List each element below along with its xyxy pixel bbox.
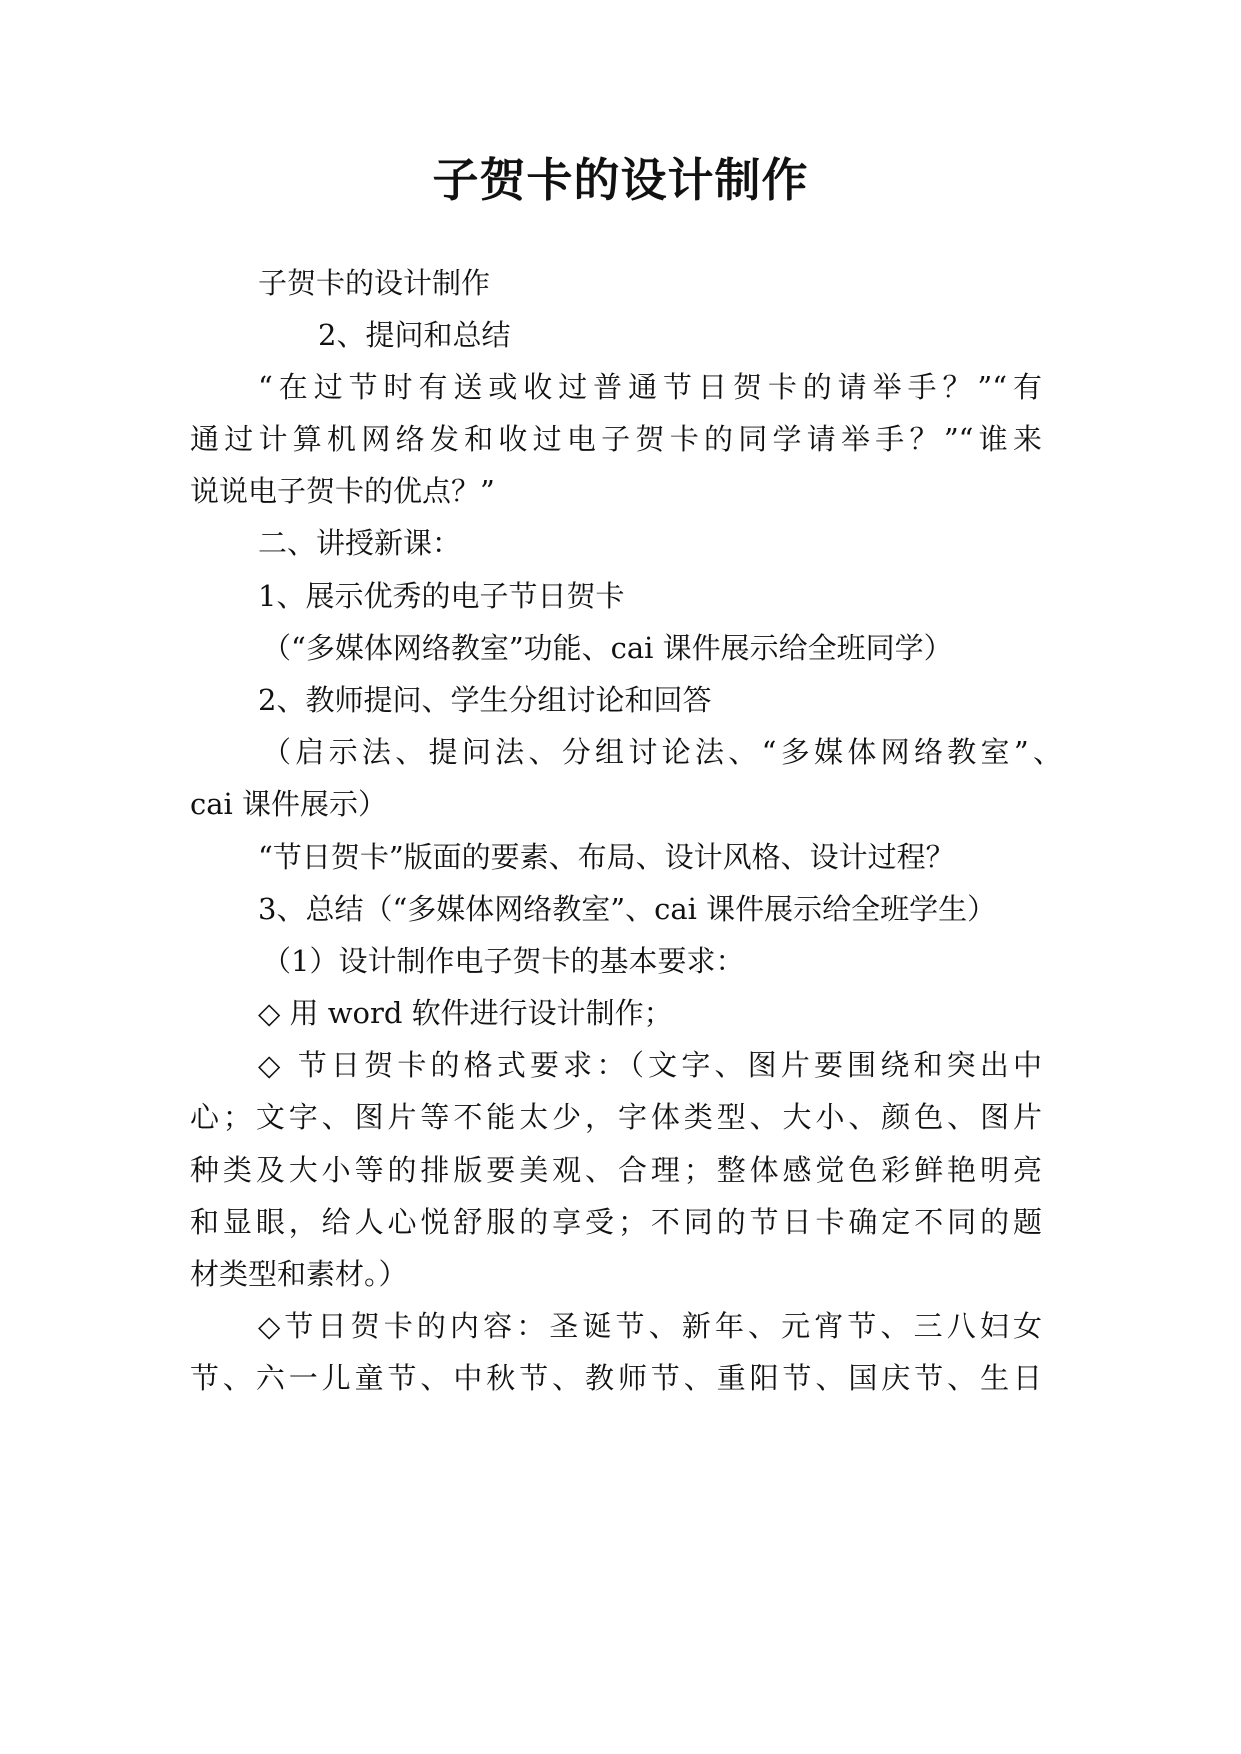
paragraph-line: cai 课件展示） bbox=[190, 787, 388, 821]
paragraph-line: 子贺卡的设计制作 bbox=[258, 266, 491, 300]
paragraph-line: 1、展示优秀的电子节日贺卡 bbox=[258, 579, 625, 613]
paragraph-line: 心；文字、图片等不能太少，字体类型、大小、颜色、图片 bbox=[190, 1100, 1042, 1134]
paragraph-line: ◇ 节日贺卡的格式要求：（文字、图片要围绕和突出中 bbox=[258, 1048, 1042, 1082]
paragraph-line: 材类型和素材。） bbox=[190, 1257, 408, 1291]
paragraph-line: 二、讲授新课： bbox=[258, 526, 462, 560]
paragraph-line: （启示法、提问法、分组讨论法、“多媒体网络教室”、 bbox=[262, 735, 1062, 769]
paragraph-line: 节、六一儿童节、中秋节、教师节、重阳节、国庆节、生日 bbox=[190, 1361, 1042, 1395]
paragraph-line: 种类及大小等的排版要美观、合理；整体感觉色彩鲜艳明亮 bbox=[190, 1153, 1042, 1187]
paragraph-line: “节日贺卡”版面的要素、布局、设计风格、设计过程？ bbox=[258, 840, 955, 874]
paragraph-line: “在过节时有送或收过普通节日贺卡的请举手？”“有 bbox=[258, 370, 1042, 404]
paragraph-line: ◇节日贺卡的内容：圣诞节、新年、元宵节、三八妇女 bbox=[258, 1309, 1042, 1343]
paragraph-line: （“多媒体网络教室”功能、cai 课件展示给全班同学） bbox=[262, 631, 953, 665]
paragraph-line: 和显眼，给人心悦舒服的享受；不同的节日卡确定不同的题 bbox=[190, 1205, 1042, 1239]
paragraph-line: 2、提问和总结 bbox=[318, 318, 511, 352]
page-title: 子贺卡的设计制作 bbox=[432, 153, 809, 207]
paragraph-line: ◇ 用 word 软件进行设计制作； bbox=[258, 996, 673, 1030]
paragraph-line: 说说电子贺卡的优点？” bbox=[190, 474, 495, 508]
paragraph-line: 2、教师提问、学生分组讨论和回答 bbox=[258, 683, 712, 717]
paragraph-line: 3、总结（“多媒体网络教室”、cai 课件展示给全班学生） bbox=[258, 892, 997, 926]
paragraph-line: 通过计算机网络发和收过电子贺卡的同学请举手？”“谁来 bbox=[190, 422, 1042, 456]
paragraph-line: （1）设计制作电子贺卡的基本要求： bbox=[262, 944, 745, 978]
